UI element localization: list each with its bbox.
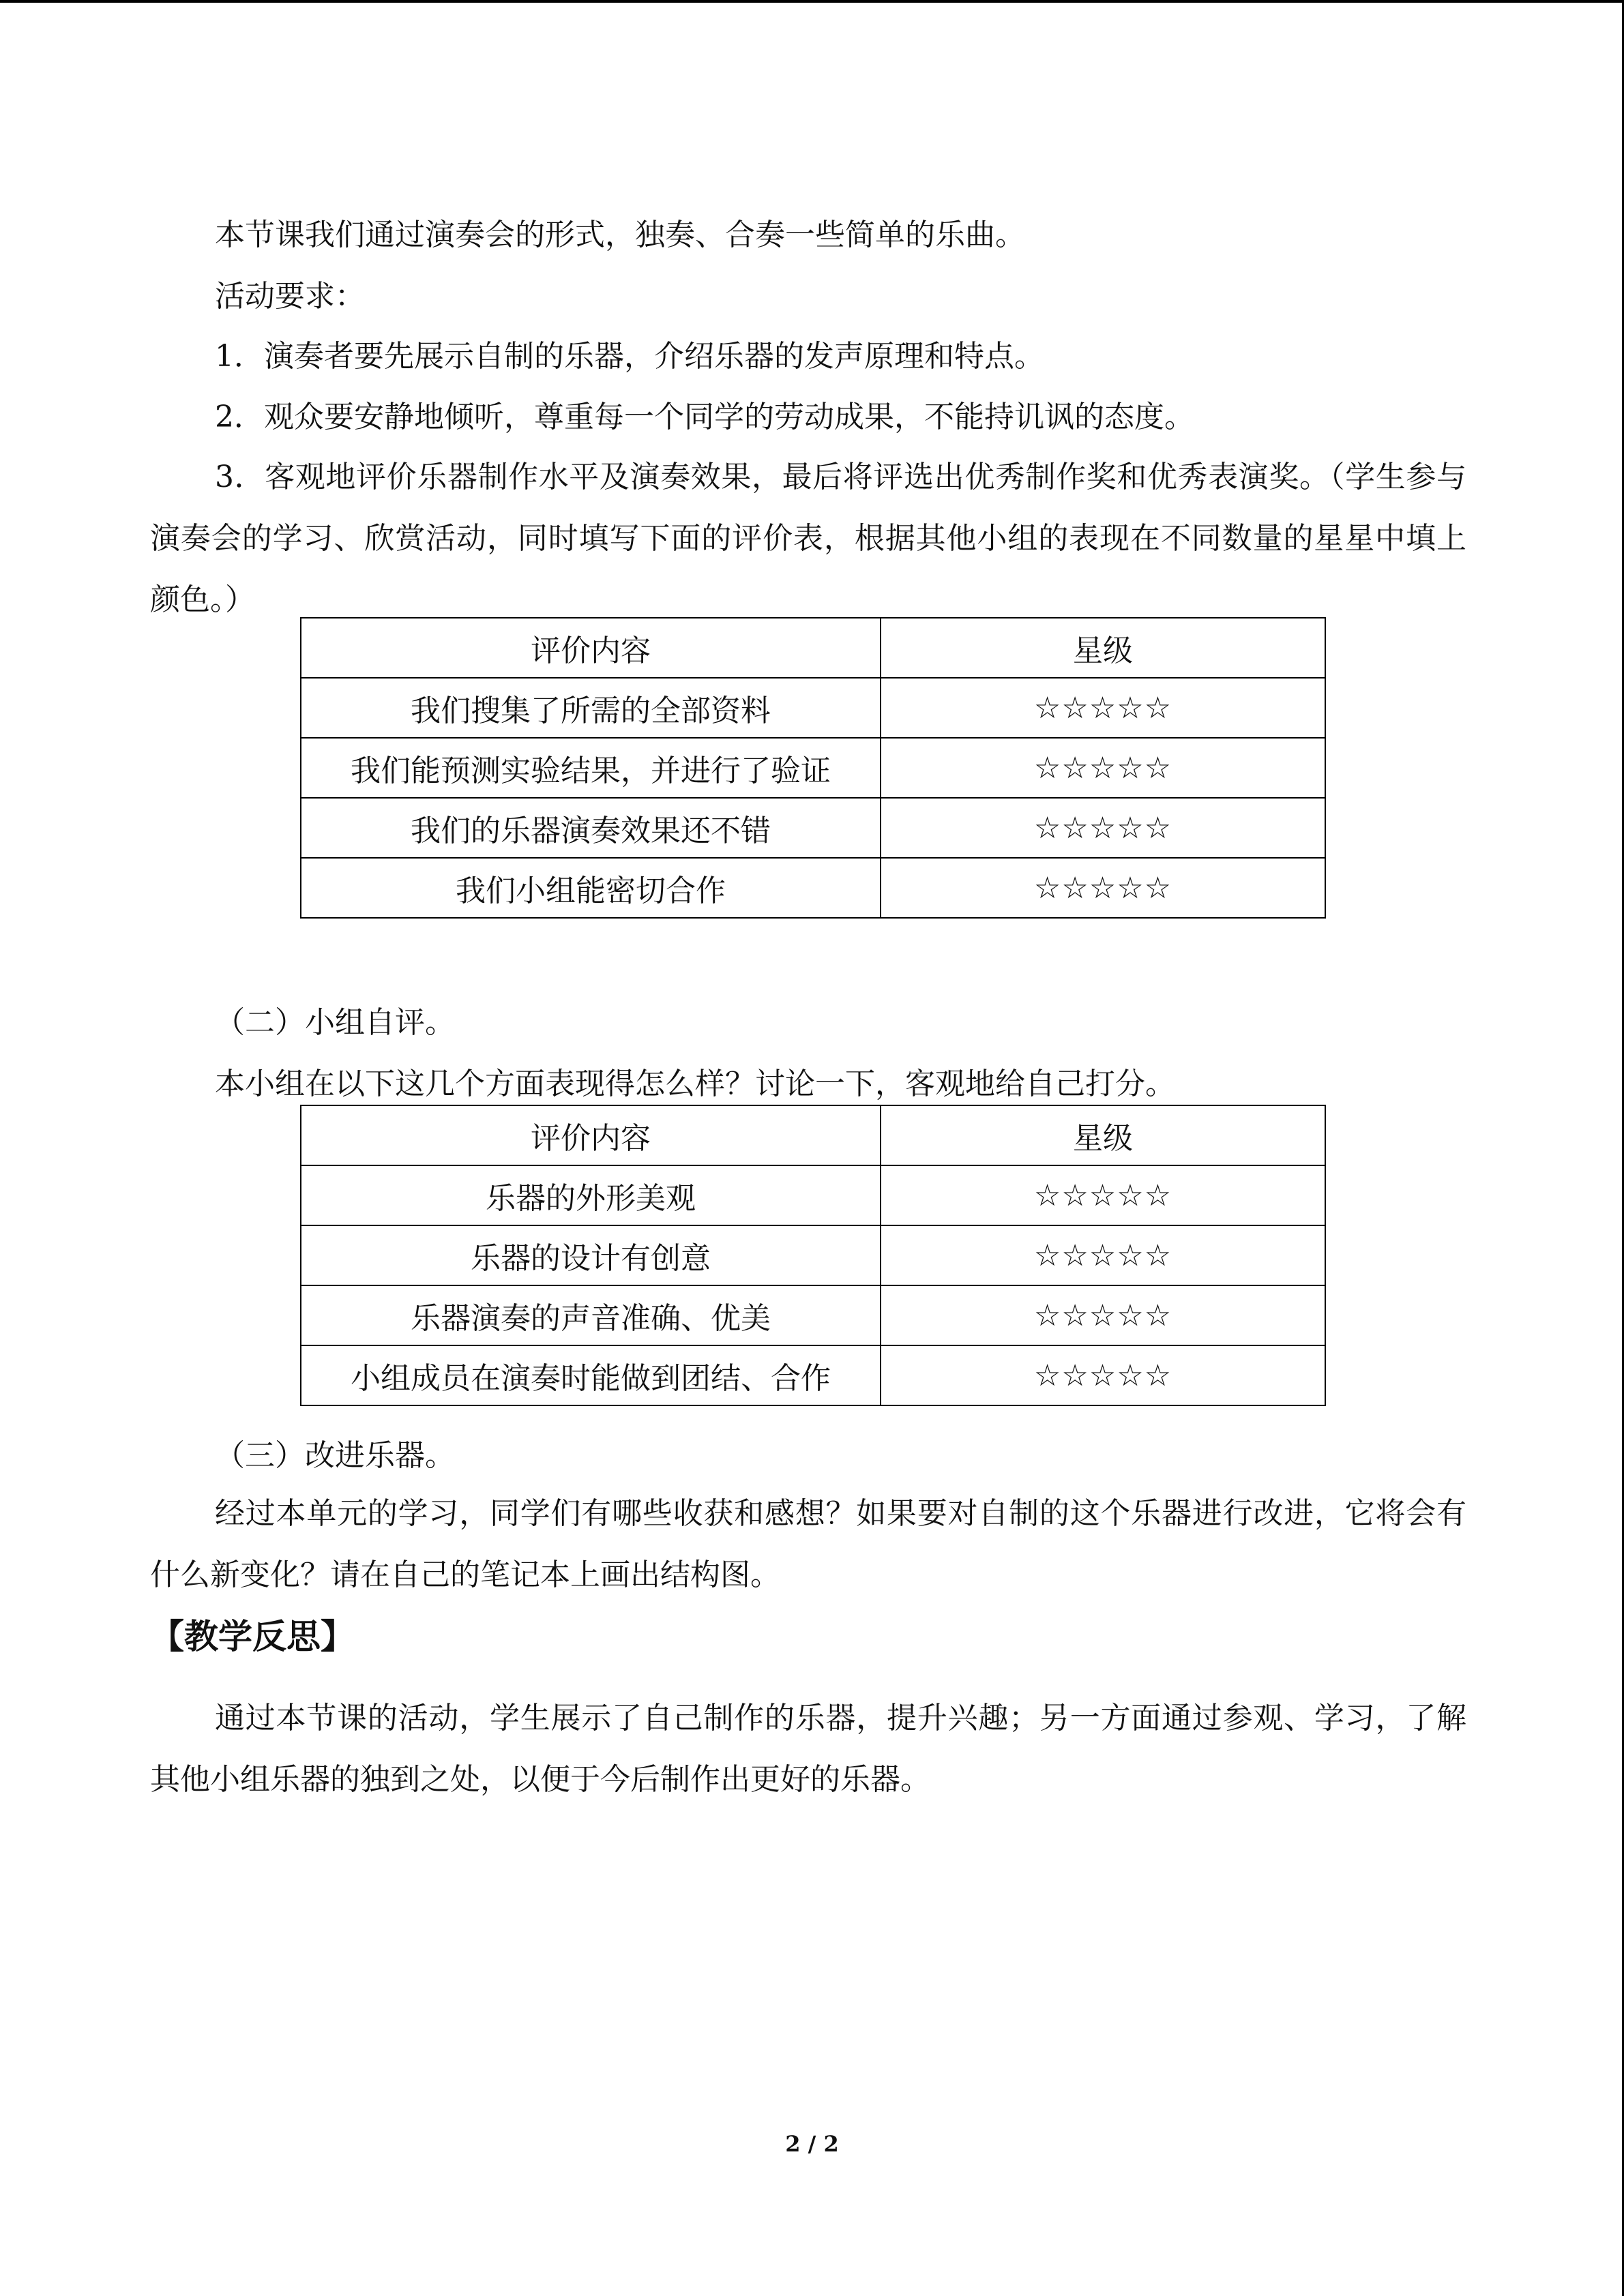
reflection-heading: 【教学反思】 [150,1617,355,1656]
star-rating[interactable]: ☆☆☆☆☆ [881,738,1325,798]
intro-paragraph: 本节课我们通过演奏会的形式，独奏、合奏一些简单的乐曲。 [215,218,1025,252]
requirement-3: 3．客观地评价乐器制作水平及演奏效果，最后将评选出优秀制作奖和优秀表演奖。（学生参与演奏会的学习、欣赏活动，同时填写下面的评价表，根据其他小组的表现在不同数量的星星中填上颜色。） [150,460,1466,617]
requirements-title: 活动要求： [215,279,365,314]
section-2-description: 本小组在以下这几个方面表现得怎么样？讨论一下，客观地给自己打分。 [215,1067,1175,1101]
table-row [301,798,1325,858]
evaluation-table-1 [300,617,1326,919]
star-rating[interactable]: ☆☆☆☆☆ [881,678,1325,738]
row-content: 我们搜集了所需的全部资料 [301,678,881,738]
evaluation-table-2 [300,1105,1326,1406]
star-rating[interactable]: ☆☆☆☆☆ [881,1345,1325,1405]
table-row [301,1345,1325,1405]
star-rating[interactable]: ☆☆☆☆☆ [881,798,1325,858]
row-content: 乐器演奏的声音准确、优美 [301,1285,881,1345]
row-content: 我们的乐器演奏效果还不错 [301,798,881,858]
table-row [301,858,1325,918]
requirement-1: 1．演奏者要先展示自制的乐器，介绍乐器的发声原理和特点。 [215,339,1044,374]
row-content: 我们能预测实验结果，并进行了验证 [301,738,881,798]
star-rating[interactable]: ☆☆☆☆☆ [881,1285,1325,1345]
reflection-body: 通过本节课的活动，学生展示了自己制作的乐器，提升兴趣；另一方面通过参观、学习，了解其他小组乐器的独到之处，以便于今后制作出更好的乐器。 [150,1701,1466,1797]
row-content: 我们小组能密切合作 [301,858,881,918]
top-border-line [0,0,1624,3]
table-row [301,738,1325,798]
header-stars: 星级 [881,1105,1325,1165]
header-content: 评价内容 [301,618,881,678]
table-row [301,1165,1325,1225]
section-3-description: 经过本单元的学习，同学们有哪些收获和感想？如果要对自制的这个乐器进行改进，它将会有什么新变化？请在自己的笔记本上画出结构图。 [150,1496,1466,1592]
header-stars: 星级 [881,618,1325,678]
star-rating[interactable]: ☆☆☆☆☆ [881,858,1325,918]
row-content: 乐器的外形美观 [301,1165,881,1225]
table-row [301,678,1325,738]
table-header-row [301,618,1325,678]
star-rating[interactable]: ☆☆☆☆☆ [881,1225,1325,1285]
page-number: 2 / 2 [785,2131,839,2157]
section-2-title: （二）小组自评。 [215,1005,455,1040]
requirement-2: 2．观众要安静地倾听，尊重每一个同学的劳动成果，不能持讥讽的态度。 [215,400,1194,434]
table-row [301,1285,1325,1345]
header-content: 评价内容 [301,1105,881,1165]
star-rating[interactable]: ☆☆☆☆☆ [881,1165,1325,1225]
row-content: 乐器的设计有创意 [301,1225,881,1285]
table-row [301,1225,1325,1285]
row-content: 小组成员在演奏时能做到团结、合作 [301,1345,881,1405]
section-3-title: （三）改进乐器。 [215,1438,455,1473]
table-header-row [301,1105,1325,1165]
